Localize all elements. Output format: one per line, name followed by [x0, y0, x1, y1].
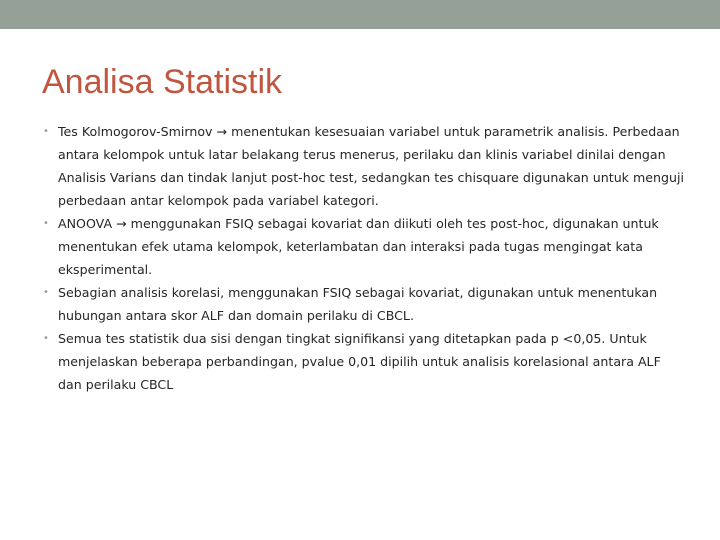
top-accent-bar: [0, 0, 720, 29]
right-arrow-icon: →: [216, 124, 228, 139]
bullet-text-end: menggunakan FSIQ sebagai kovariat dan diikuti oleh tes post-hoc, digunakan untuk menentukan efek utama kelompok, keterlambatan dan interaksi pada tugas mengingat kata eksperimental.: [58, 216, 659, 277]
bullet-item-korelasi: [43, 281, 688, 327]
right-arrow-icon: →: [116, 216, 127, 231]
bullet-text-start: Tes Kolmogorov-Smirnov: [58, 124, 213, 139]
bullet-text-start: ANOOVA: [58, 216, 113, 231]
bullet-text: Sebagian analisis korelasi, menggunakan FSIQ sebagai kovariat, digunakan untuk menentukan hubungan antara skor ALF dan domain perilaku di CBCL.: [58, 285, 658, 323]
bullet-item-kolmogorov: [43, 120, 688, 212]
bullet-list: [43, 120, 688, 396]
bullet-dot-icon: •: [43, 287, 49, 298]
bullet-text: Semua tes statistik dua sisi dengan tingkat signifikansi yang ditetapkan pada p <0,05. Untuk menjelaskan beberapa perbandingan, pvalue 0,01 dipilih untuk analisis korelasional antara ALF dan perilaku CBCL: [58, 331, 661, 392]
bullet-dot-icon: •: [43, 126, 49, 137]
bullet-text-end: menentukan kesesuaian variabel untuk parametrik analisis. Perbedaan antara kelompok untuk latar belakang terus menerus, perilaku dan klinis variabel dinilai dengan Analisis Varians dan tindak lanjut post-hoc test, sedangkan tes chisquare digunakan untuk menguji perbedaan antar kelompok pada variabel kategori.: [58, 124, 684, 208]
bullet-dot-icon: •: [43, 333, 49, 344]
bullet-item-signifikansi: [43, 327, 688, 396]
slide-title: Analisa Statistik: [42, 63, 282, 101]
bullet-dot-icon: •: [43, 218, 49, 229]
bullet-item-anoova: [43, 212, 688, 281]
